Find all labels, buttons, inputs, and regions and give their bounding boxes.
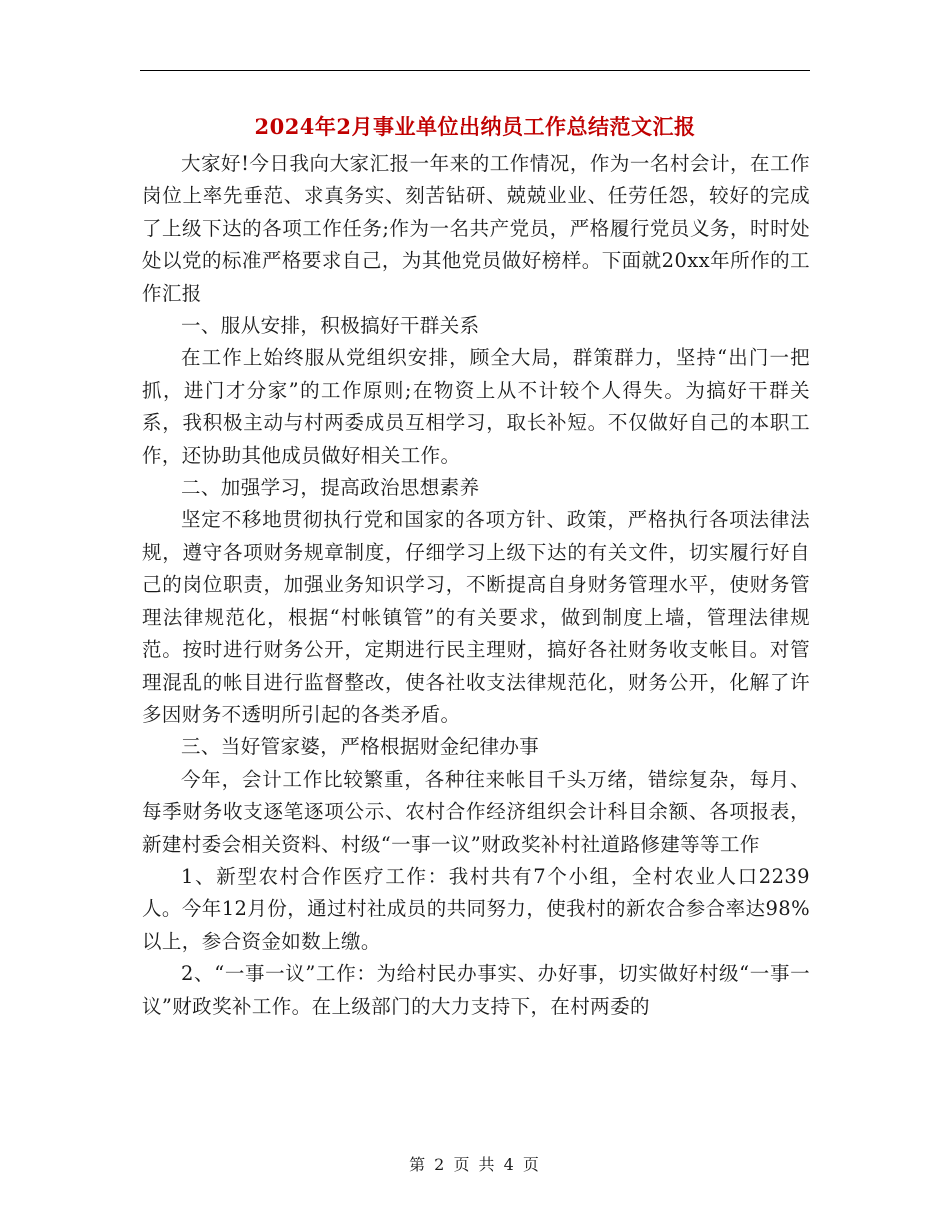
section-heading-2: 二、加强学习，提高政治思想素养: [181, 476, 480, 500]
paragraph-intro: 大家好!今日我向大家汇报一年来的工作情况，作为一名村会计，在工作岗位上率先垂范、求真务实、刻苦钻研、兢兢业业、任劳任怨，较好的完成了上级下达的各项工作任务;作为一名共产党员，严格履行党员义务，时时处处以党的标准严格要求自己，为其他党员做好榜样。下面就20xx年所作的工作汇报: [142, 152, 810, 305]
section-heading-1: 一、服从安排，积极搞好干群关系: [181, 314, 480, 338]
document-title: 2024年2月事业单位出纳员工作总结范文汇报: [254, 114, 696, 139]
header-rule: [140, 70, 810, 71]
document-body: [142, 148, 810, 1023]
paragraph-item-1: 1、新型农村合作医疗工作：我村共有7个小组，全村农业人口2239人。今年12月份，通过村社成员的共同努力，使我村的新农合参合率达98%以上，参合资金如数上缴。: [142, 864, 810, 953]
paragraph-section-3: 今年，会计工作比较繁重，各种往来帐目千头万绪，错综复杂，每月、每季财务收支逐笔逐项公示、农村合作经济组织会计科目余额、各项报表，新建村委会相关资料、村级“一事一议”财政奖补村社道路修建等等工作: [142, 767, 810, 856]
page-number-footer: 第 2 页 共 4 页: [409, 1155, 541, 1174]
paragraph-section-1: 在工作上始终服从党组织安排，顾全大局，群策群力，坚持“出门一把抓，进门才分家”的工作原则;在物资上从不计较个人得失。为搞好干群关系，我积极主动与村两委成员互相学习，取长补短。不仅做好自己的本职工作，还协助其他成员做好相关工作。: [142, 346, 810, 467]
section-heading-3: 三、当好管家婆，严格根据财金纪律办事: [181, 735, 540, 759]
paragraph-section-2: 坚定不移地贯彻执行党和国家的各项方针、政策，严格执行各项法律法规，遵守各项财务规章制度，仔细学习上级下达的有关文件，切实履行好自己的岗位职责，加强业务知识学习，不断提高自身财务管理水平，使财务管理法律规范化，根据“村帐镇管”的有关要求，做到制度上墙，管理法律规范。按时进行财务公开，定期进行民主理财，搞好各社财务收支帐目。对管理混乱的帐目进行监督整改，使各社收支法律规范化，财务公开，化解了许多因财务不透明所引起的各类矛盾。: [142, 508, 810, 726]
paragraph-item-2: 2、“一事一议”工作：为给村民办事实、办好事，切实做好村级“一事一议”财政奖补工作。在上级部门的大力支持下，在村两委的: [142, 962, 810, 1018]
